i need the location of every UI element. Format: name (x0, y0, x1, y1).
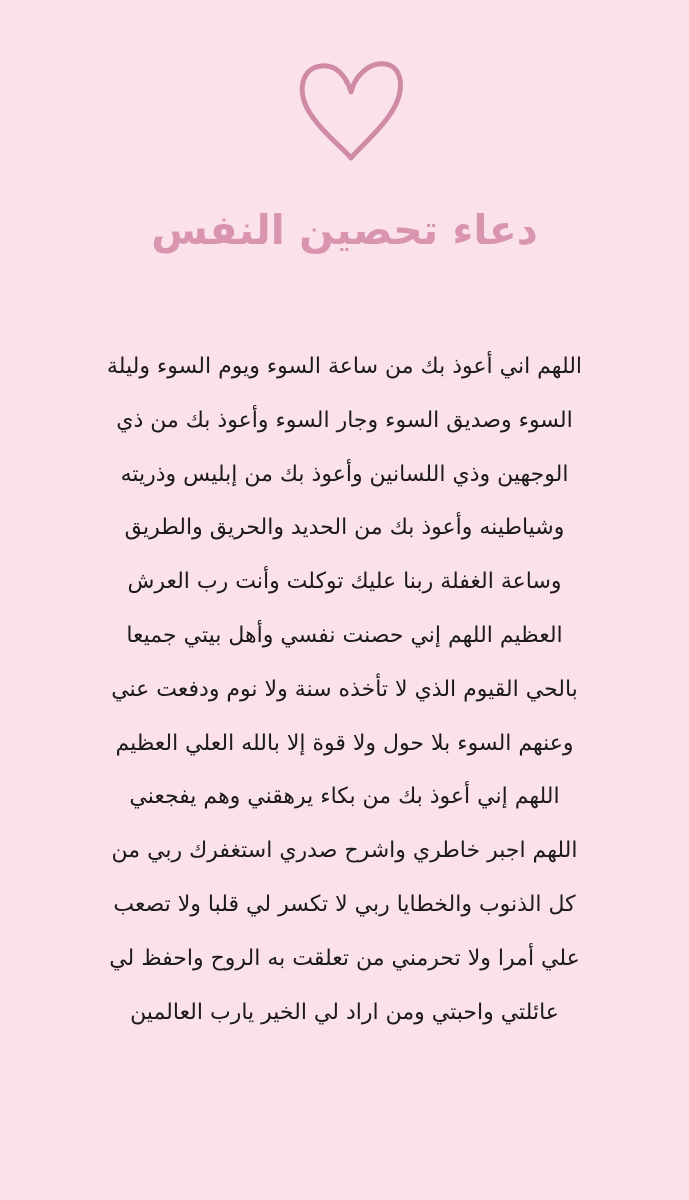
dua-line: اللهم إني أعوذ بك من بكاء يرهقني وهم يفجعني (129, 784, 560, 810)
dua-line: السوء وصديق السوء وجار السوء وأعوذ بك من ذي (116, 407, 573, 433)
dua-line: اللهم اني أعوذ بك من ساعة السوء ويوم السوء وليلة (106, 354, 583, 379)
dua-line: بالحي القيوم الذي لا تأخذه سنة ولا نوم ودفعت عني (111, 676, 578, 702)
dua-line: كل الذنوب والخطايا ربي لا تكسر لي قلبا ولا تصعب (113, 891, 576, 917)
dua-line: علي أمرا ولا تحرمني من تعلقت به الروح واحفظ لي (109, 945, 580, 971)
dua-line: عائلتي واحبتي ومن اراد لي الخير يارب العالمين (130, 999, 559, 1025)
page-title: دعاء تحصين النفس (151, 206, 538, 254)
heart-icon (295, 58, 407, 166)
dua-line: وشياطينه وأعوذ بك من الحديد والحريق والطريق (124, 515, 565, 541)
dua-line: وعنهم السوء بلا حول ولا قوة إلا بالله العلي العظيم (115, 730, 574, 756)
dua-line: اللهم اجبر خاطري واشرح صدري استغفرك ربي من (111, 838, 578, 864)
dua-line: الوجهين وذي اللسانين وأعوذ بك من إبليس وذريته (120, 461, 569, 487)
dua-text (100, 340, 589, 1039)
dua-line: وساعة الغفلة ربنا عليك توكلت وأنت رب العرش (127, 569, 562, 595)
dua-line: العظيم اللهم إني حصنت نفسي وأهل بيتي جميعا (126, 622, 563, 648)
